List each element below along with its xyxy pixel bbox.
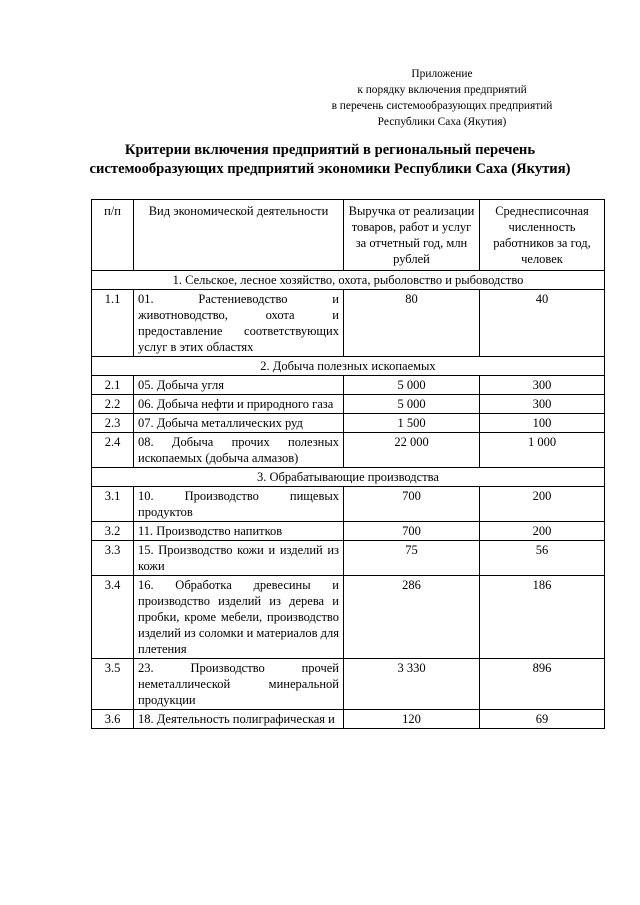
header-num: п/п <box>92 200 134 271</box>
row-num: 3.1 <box>92 487 134 522</box>
appendix-line: Приложение <box>411 68 473 80</box>
row-activity: 07. Добыча металлических руд <box>134 414 344 433</box>
row-num: 3.6 <box>92 710 134 729</box>
appendix-line: в перечень системообразующих предприятий <box>331 100 553 112</box>
row-employees: 40 <box>480 290 605 357</box>
table-row <box>92 659 605 710</box>
row-activity: 11. Производство напитков <box>134 522 344 541</box>
table-row <box>92 541 605 576</box>
table-row <box>92 576 605 659</box>
row-num: 3.3 <box>92 541 134 576</box>
section-row <box>92 468 605 487</box>
section-row <box>92 357 605 376</box>
row-activity: 08. Добыча прочих полезных ископаемых (добыча алмазов) <box>134 433 344 468</box>
row-employees: 1 000 <box>480 433 605 468</box>
row-num: 2.4 <box>92 433 134 468</box>
section-row <box>92 271 605 290</box>
row-employees: 896 <box>480 659 605 710</box>
title-line-1: Критерии включения предприятий в региональный перечень <box>124 142 536 158</box>
table-row <box>92 522 605 541</box>
row-activity: 01. Растениеводство и животноводство, охота и предоставление соответствующих услуг в этих областях <box>134 290 344 357</box>
appendix-line: к порядку включения предприятий <box>357 84 527 96</box>
table-row <box>92 414 605 433</box>
table-header-row <box>92 200 605 271</box>
row-revenue: 700 <box>344 487 480 522</box>
table-row <box>92 710 605 729</box>
row-employees: 200 <box>480 487 605 522</box>
row-num: 1.1 <box>92 290 134 357</box>
row-activity: 23. Производство прочей неметаллической минеральной продукции <box>134 659 344 710</box>
header-revenue: Выручка от реализации товаров, работ и услуг за отчетный год, млн рублей <box>344 200 480 271</box>
table-row <box>92 487 605 522</box>
document-title <box>60 141 600 179</box>
row-employees: 56 <box>480 541 605 576</box>
row-activity: 18. Деятельность полиграфическая и <box>134 710 344 729</box>
table-row <box>92 433 605 468</box>
row-revenue: 3 330 <box>344 659 480 710</box>
row-revenue: 5 000 <box>344 395 480 414</box>
row-activity: 10. Производство пищевых продуктов <box>134 487 344 522</box>
section-title: 2. Добыча полезных ископаемых <box>92 357 605 376</box>
row-revenue: 80 <box>344 290 480 357</box>
table-row <box>92 376 605 395</box>
appendix-note <box>292 66 592 130</box>
row-employees: 300 <box>480 395 605 414</box>
row-activity: 05. Добыча угля <box>134 376 344 395</box>
section-title: 1. Сельское, лесное хозяйство, охота, рыболовство и рыбоводство <box>92 271 605 290</box>
row-num: 3.2 <box>92 522 134 541</box>
row-num: 2.3 <box>92 414 134 433</box>
table-row <box>92 290 605 357</box>
criteria-table <box>91 199 605 729</box>
row-employees: 200 <box>480 522 605 541</box>
appendix-line: Республики Саха (Якутия) <box>377 116 507 128</box>
title-line-2: системообразующих предприятий экономики Республики Саха (Якутия) <box>89 161 571 177</box>
row-employees: 100 <box>480 414 605 433</box>
row-num: 3.4 <box>92 576 134 659</box>
row-num: 2.2 <box>92 395 134 414</box>
row-employees: 69 <box>480 710 605 729</box>
section-title: 3. Обрабатывающие производства <box>92 468 605 487</box>
row-revenue: 700 <box>344 522 480 541</box>
row-employees: 300 <box>480 376 605 395</box>
header-activity: Вид экономической деятельности <box>134 200 344 271</box>
row-activity: 06. Добыча нефти и природного газа <box>134 395 344 414</box>
row-revenue: 120 <box>344 710 480 729</box>
table-body <box>92 271 605 729</box>
row-num: 2.1 <box>92 376 134 395</box>
header-employees: Среднесписочная численность работников за год, человек <box>480 200 605 271</box>
row-activity: 15. Производство кожи и изделий из кожи <box>134 541 344 576</box>
row-revenue: 1 500 <box>344 414 480 433</box>
row-revenue: 22 000 <box>344 433 480 468</box>
table-row <box>92 395 605 414</box>
row-revenue: 286 <box>344 576 480 659</box>
row-activity: 16. Обработка древесины и производство изделий из дерева и пробки, кроме мебели, производство изделий из соломки и материалов для плетения <box>134 576 344 659</box>
row-employees: 186 <box>480 576 605 659</box>
row-num: 3.5 <box>92 659 134 710</box>
row-revenue: 5 000 <box>344 376 480 395</box>
row-revenue: 75 <box>344 541 480 576</box>
